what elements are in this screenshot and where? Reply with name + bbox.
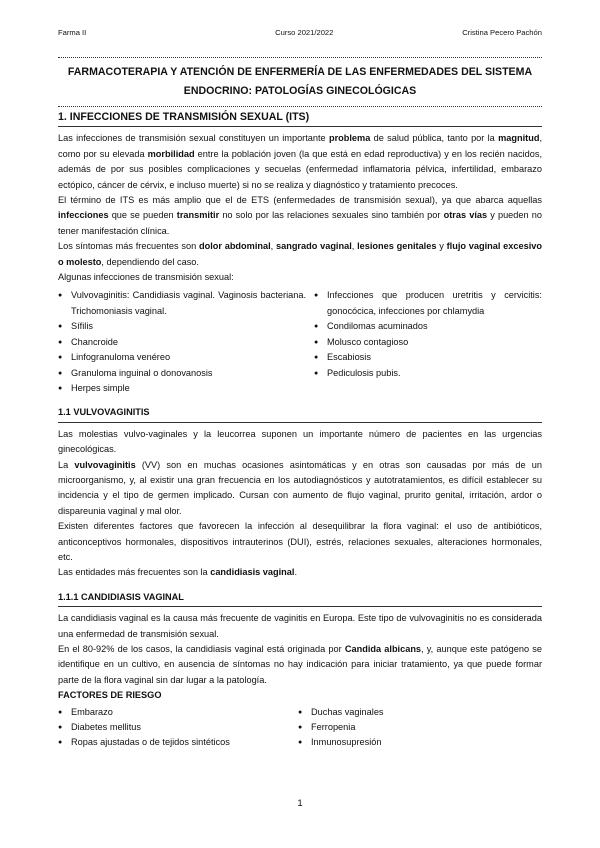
section-1-1-1-heading: 1.1.1 CANDIDIASIS VAGINAL bbox=[58, 590, 542, 607]
risk-factors-right bbox=[298, 705, 384, 751]
list-item: ● Granuloma inguinal o donovanosis bbox=[58, 366, 306, 381]
text-run: , bbox=[270, 241, 276, 252]
section-1-heading: 1. INFECCIONES DE TRANSMISIÓN SEXUAL (ITS) bbox=[58, 110, 542, 127]
text-run: La candidiasis vaginal es la causa más frecuente de vaginitis en Europa. Este tipo de vulvovaginitis no es considerada una enfermedad de transmisión sexual. bbox=[58, 613, 542, 639]
text-run: , dependiendo del caso. bbox=[101, 256, 199, 267]
section-1-1-heading: 1.1 VULVOVAGINITIS bbox=[58, 405, 542, 422]
list-item: ● Sífilis bbox=[58, 319, 306, 334]
list-item: ● Escabiosis bbox=[314, 350, 542, 365]
section-1-1-paragraph-2 bbox=[58, 458, 542, 520]
section-1-paragraph-3 bbox=[58, 239, 542, 270]
text-run: que se pueden bbox=[108, 210, 177, 221]
text-run: no solo por las relaciones sexuales sino también por bbox=[219, 210, 444, 221]
its-list-left bbox=[58, 288, 306, 396]
bold-text: Candida albicans bbox=[344, 644, 422, 654]
header-author: Cristina Pecero Pachón bbox=[462, 28, 542, 37]
text-run: entre la población joven (la que está en edad reproductiva) y en los recién nacidos, además de por sus posibles complicaciones y secuelas (enfermedad inflamatoria pélvica, infertilidad, embarazo ectópico, cáncer de cérvix, e incluso muerte) si no se realiza y diagnóstico y tratamiento precoces. bbox=[58, 148, 542, 190]
document-body bbox=[58, 110, 542, 751]
text-run: Las infecciones de transmisión sexual constituyen un importante bbox=[58, 133, 329, 144]
page-number: 1 bbox=[297, 798, 303, 809]
list-item: ● Ferropenia bbox=[298, 720, 384, 735]
list-item: ● Chancroide bbox=[58, 335, 306, 350]
text-run: , y, aunque este patógeno se identifique en un cultivo, en ausencia de síntomas no hay indicación para iniciar tratamiento, ya que puede formar parte de la flora vaginal sin dar lugar a la patología. bbox=[58, 644, 542, 685]
text-run: , como por su elevada bbox=[58, 133, 542, 159]
title-line-1: FARMACOTERAPIA Y ATENCIÓN DE ENFERMERÍA DE LAS ENFERMEDADES DEL SISTEMA bbox=[67, 66, 533, 78]
section-1-paragraph-2 bbox=[58, 193, 542, 239]
section-1-1-paragraph-3 bbox=[58, 519, 542, 565]
its-list-right bbox=[314, 288, 542, 396]
header-year: Curso 2021/2022 bbox=[275, 28, 334, 37]
bold-text: lesiones genitales bbox=[357, 241, 437, 252]
bold-text: flujo vaginal excesivo o molesto bbox=[58, 241, 542, 267]
bold-text: otras vías bbox=[443, 210, 488, 221]
text-run: y pueden no tener manifestación clínica. bbox=[58, 210, 542, 236]
list-item: ● Herpes simple bbox=[58, 381, 306, 396]
bold-text: transmitir bbox=[176, 210, 220, 221]
text-run: de salud pública, tanto por la bbox=[370, 133, 499, 144]
page-header bbox=[58, 28, 542, 37]
bold-text: infecciones bbox=[58, 210, 109, 221]
list-item: ● Ropas ajustadas o de tejidos sintéticos bbox=[58, 735, 298, 750]
text-run: El término de ITS es más amplio que el de ETS (enfermedades de transmisión sexual), ya que abarca aquellas bbox=[58, 195, 542, 206]
list-item: ● Infecciones que producen uretritis y cervicitis: gonocócica, infecciones por chlamydia bbox=[314, 288, 542, 319]
bold-text: candidiasis vaginal bbox=[210, 567, 295, 578]
text-run: . bbox=[294, 567, 298, 578]
document-title bbox=[58, 57, 542, 107]
bold-text: dolor abdominal bbox=[198, 241, 271, 252]
list-item: ● Molusco contagioso bbox=[314, 335, 542, 350]
text-run: Las molestias vulvo-vaginales y la leucorrea suponen un importante número de pacientes en las urgencias ginecológicas. bbox=[58, 428, 542, 455]
bold-text: magnitud bbox=[498, 133, 540, 144]
text-run: Los síntomas más frecuentes son bbox=[58, 241, 199, 252]
section-1-paragraph-4: Algunas infecciones de transmisión sexual: bbox=[58, 272, 234, 283]
bold-text: sangrado vaginal bbox=[275, 241, 352, 252]
list-item: ● Diabetes mellitus bbox=[58, 720, 298, 735]
list-item: ● Linfogranuloma venéreo bbox=[58, 350, 306, 365]
its-list bbox=[58, 288, 542, 396]
section-1-1-1-paragraph-2 bbox=[58, 642, 542, 688]
list-item: ● Condilomas acuminados bbox=[314, 319, 542, 334]
text-run: Las entidades más frecuentes son la bbox=[58, 567, 211, 578]
section-1-paragraph-1 bbox=[58, 131, 542, 193]
bold-text: morbilidad bbox=[147, 148, 195, 159]
text-run: , bbox=[351, 241, 358, 252]
list-item: ● Pediculosis pubis. bbox=[314, 366, 542, 381]
text-run: (VV) son en muchas ocasiones asintomáticas y en otras son causadas por más de un microorganismo, y, al existir una gran frecuencia en los autodiagnósticos y autotratamientos, es difícil establecer su incidencia y el tipo de germen implicado. Cursan con aumento de flujo vaginal, prurito genital, irritación, ardor o dispareunia vaginal y mal olor. bbox=[58, 459, 542, 516]
list-item: ● Duchas vaginales bbox=[298, 705, 384, 720]
title-line-2: ENDOCRINO: PATOLOGÍAS GINECOLÓGICAS bbox=[183, 85, 417, 97]
list-item: ● Inmunosupresión bbox=[298, 735, 384, 750]
text-run: En el 80-92% de los casos, la candidiasis vaginal está originada por bbox=[58, 644, 345, 654]
risk-factors-left bbox=[58, 705, 298, 751]
text-run: Existen diferentes factores que favorecen la infección al desequilibrar la flora vaginal: el uso de antibióticos, anticonceptivos hormonales, dispositivos intrauterinos (DUI), estrés, relaciones sexuales, alteraciones hormonales, etc. bbox=[58, 521, 542, 562]
header-course: Farma II bbox=[58, 28, 87, 37]
list-item: ● Vulvovaginitis: Candidiasis vaginal. Vaginosis bacteriana. Trichomoniasis vaginal. bbox=[58, 288, 306, 319]
text-run: La bbox=[58, 459, 75, 470]
section-1-1-1-paragraph-1 bbox=[58, 611, 542, 642]
risk-factors-heading: FACTORES DE RIESGO bbox=[58, 690, 162, 701]
text-run: y bbox=[436, 241, 447, 252]
section-1-1-paragraph-1 bbox=[58, 427, 542, 458]
list-item: ● Embarazo bbox=[58, 705, 298, 720]
bold-text: vulvovaginitis bbox=[74, 459, 136, 470]
section-1-1-paragraph-4 bbox=[58, 565, 542, 580]
risk-factors-list bbox=[58, 705, 542, 751]
bold-text: problema bbox=[328, 133, 371, 144]
